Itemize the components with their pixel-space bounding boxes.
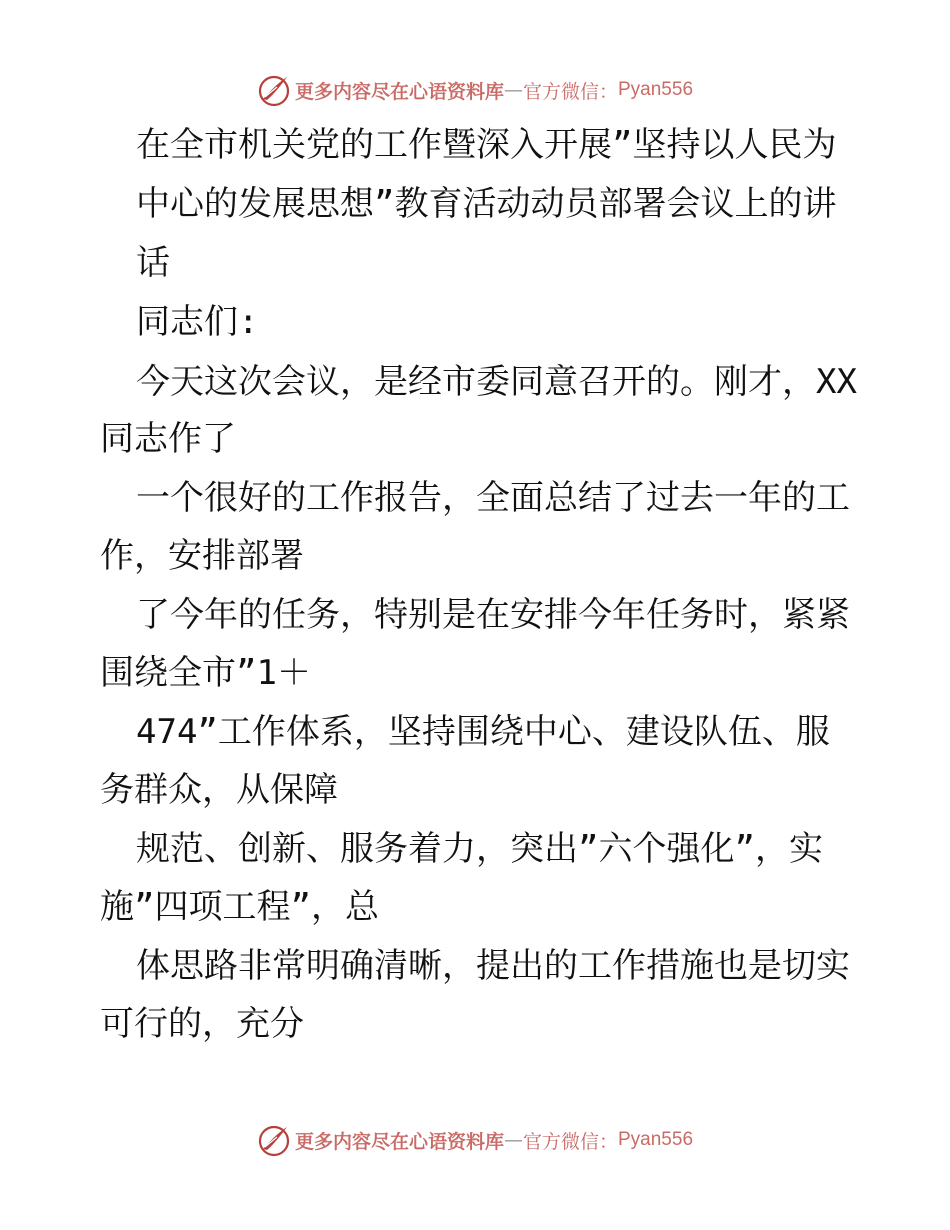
watermark-brand-text: 更多内容尽在心语资料库	[294, 80, 504, 103]
paragraph-line: 体思路非常明确清晰，提出的工作措施也是切实	[136, 946, 850, 986]
quill-logo-icon	[257, 73, 291, 107]
watermark-wechat-label: 官方微信：	[522, 1130, 618, 1153]
quill-logo-icon	[257, 1123, 291, 1157]
paragraph-line: 规范、创新、服务着力，突出”六个强化”，实	[136, 829, 823, 869]
paragraph-line: 474”工作体系，坚持围绕中心、建设队伍、服	[136, 712, 830, 752]
title-line-2: 中心的发展思想”教育活动动员部署会议上的讲	[136, 184, 837, 224]
watermark-header	[0, 72, 950, 108]
paragraph-line: 一个很好的工作报告，全面总结了过去一年的工	[136, 478, 850, 518]
title-line-3: 话	[136, 243, 170, 283]
paragraph-line: 了今年的任务，特别是在安排今年任务时，紧紧	[136, 595, 850, 635]
watermark-separator: —	[503, 79, 523, 101]
watermark-separator: —	[503, 1129, 523, 1151]
paragraph-line: 可行的，充分	[100, 1004, 304, 1044]
watermark-footer	[0, 1122, 950, 1158]
paragraph-line: 作，安排部署	[100, 536, 304, 576]
title-line-1: 在全市机关党的工作暨深入开展”坚持以人民为	[136, 125, 837, 165]
watermark-wechat-label: 官方微信：	[522, 80, 618, 103]
salutation: 同志们:	[136, 302, 259, 342]
paragraph-line: 今天这次会议，是经市委同意召开的。刚才，XX	[136, 362, 857, 402]
paragraph-line: 同志作了	[100, 419, 236, 459]
paragraph-line: 围绕全市”1＋	[100, 653, 311, 693]
watermark-wechat-id: Pyan556	[618, 79, 694, 100]
watermark-wechat-id: Pyan556	[618, 1129, 694, 1150]
paragraph-line: 施”四项工程”，总	[100, 887, 379, 927]
paragraph-line: 务群众，从保障	[100, 770, 338, 810]
watermark-brand-text: 更多内容尽在心语资料库	[294, 1130, 504, 1153]
